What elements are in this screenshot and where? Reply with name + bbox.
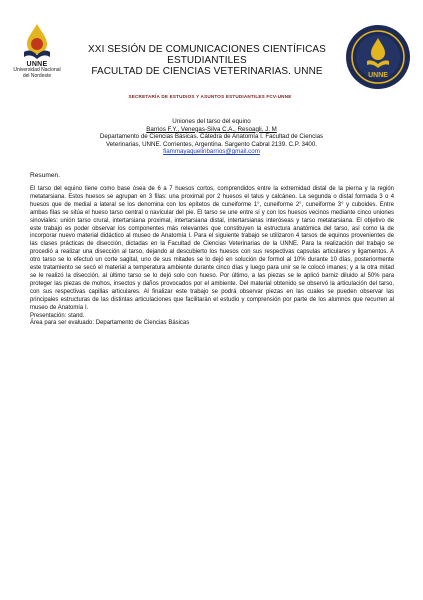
presentation-line: Presentación: stand.: [30, 312, 85, 319]
title-line-1: XXI SESIÓN DE COMUNICACIONES CIENTÍFICAS: [88, 44, 326, 55]
abstract-body: [30, 186, 394, 328]
secretaria-line: SECRETARÍA DE ESTUDIOS Y ASUNTOS ESTUDIANTILES FCV-UNNE: [128, 94, 292, 99]
seal-text: UNNE: [368, 72, 388, 79]
unne-flame-icon: [20, 22, 54, 60]
abstract-text: El tarso del equino tiene como base ósea de 6 a 7 huesos cortos, comprendidos entre la extremidad distal de la pierna y la región metatarsiana. Estos huesos se agrupan en 3 filas: una proximal por 2 huesos el talus y calcáneo. La segunda o distal formada 3 o 4 huesos que de medial a lateral se los denomina con los epítetos de cuneiforme 1°, cuneiforme 2°, cuneiforme 3° y cuboides. Entre ambas filas se sitúa el hueso tarso central o navicular del pie. El tarso se une entre sí y con los huesos vecinos mediante cinco uniones sinoviales: unión tarso crural, intertarsiana proximal, intertarsiana distal, intertarsianas interóseas y tarso metatarsiana. El objetivo de este trabajo es poder observar los componentes más relevantes que constituyen la estructura anatómica del tarso, así como la de incorporar nuevo material didáctico al museo de Anatomía I. Para el siguiente trabajo se utilizaron 4 tarsos de equinos provenientes de las clases prácticas de disección, dictadas en la Facultad de Ciencias Veterinarias de la UNNE. Para la realización del trabajo se procedió a realizar una disección al tarso, dejando al descubierto los huesos con sus respectivas capsulas articulares y ligamentos. A otro tarso se lo efectuó un corte sagital, uno de sus mitades se lo dejó en solución de formol al 10% durante 10 días, posteriormente este tratamiento se secó el material a temperatura ambiente durante cinco días y luego para unir se le colocó imanes; y a la otra mitad se le realizó la disección, al último tarso se lo dejó solo con hueso. Por último, a las piezas se le aplicó barniz diluido al 50% para proteger las piezas de mohos, insectos y daños provocados por el ambiente. Del material obtenido se observó la articulación del tarso, con sus respectivas capillas articulares. Al finalizar este trabajo se podrá observar piezas en las cuales se pueden observar las principales estructuras de las distintas articulaciones que facilitarán el estudio y comprensión por parte de los alumnos que recurren al museo de Anatomía I.: [30, 186, 394, 311]
paper-title: Uniones del tarso del equino: [172, 118, 251, 125]
logo-left-name: UNNE: [26, 61, 48, 68]
resumen-label: Resumen.: [30, 172, 61, 179]
title-line-3: FACULTAD DE CIENCIAS VETERINARIAS. UNNE: [91, 66, 323, 78]
title-line-2: ESTUDIANTILES: [167, 55, 247, 67]
area-line: Área para ser evaluado: Departamento de Ciencias Básicas: [30, 320, 190, 327]
page-header: [0, 0, 423, 110]
unne-seal-logo: [345, 24, 411, 90]
session-title: [68, 44, 346, 78]
paper-heading: [40, 118, 383, 156]
author-email-link[interactable]: fiammayaquelinbarrios@gmail.com: [163, 148, 260, 156]
unne-logo-left: [8, 22, 66, 79]
affiliation-line-2: Veterinarias, UNNE. Corrientes, Argentina. Sargento Cabral 2139. C.P. 3400.: [105, 140, 318, 148]
logo-left-subtitle-2: del Nordeste: [22, 72, 52, 79]
seal-icon: [345, 24, 411, 90]
paper-authors: Barrios F.Y., Venegas-Silva C.A., Resoagli, J. M: [146, 125, 277, 133]
affiliation-line-1: Departamento de Ciencias Básicas. Cátedra de Anatomía I. Facultad de Ciencias: [99, 133, 324, 141]
logo-left-subtitle-1: Universidad Nacional: [13, 67, 61, 73]
